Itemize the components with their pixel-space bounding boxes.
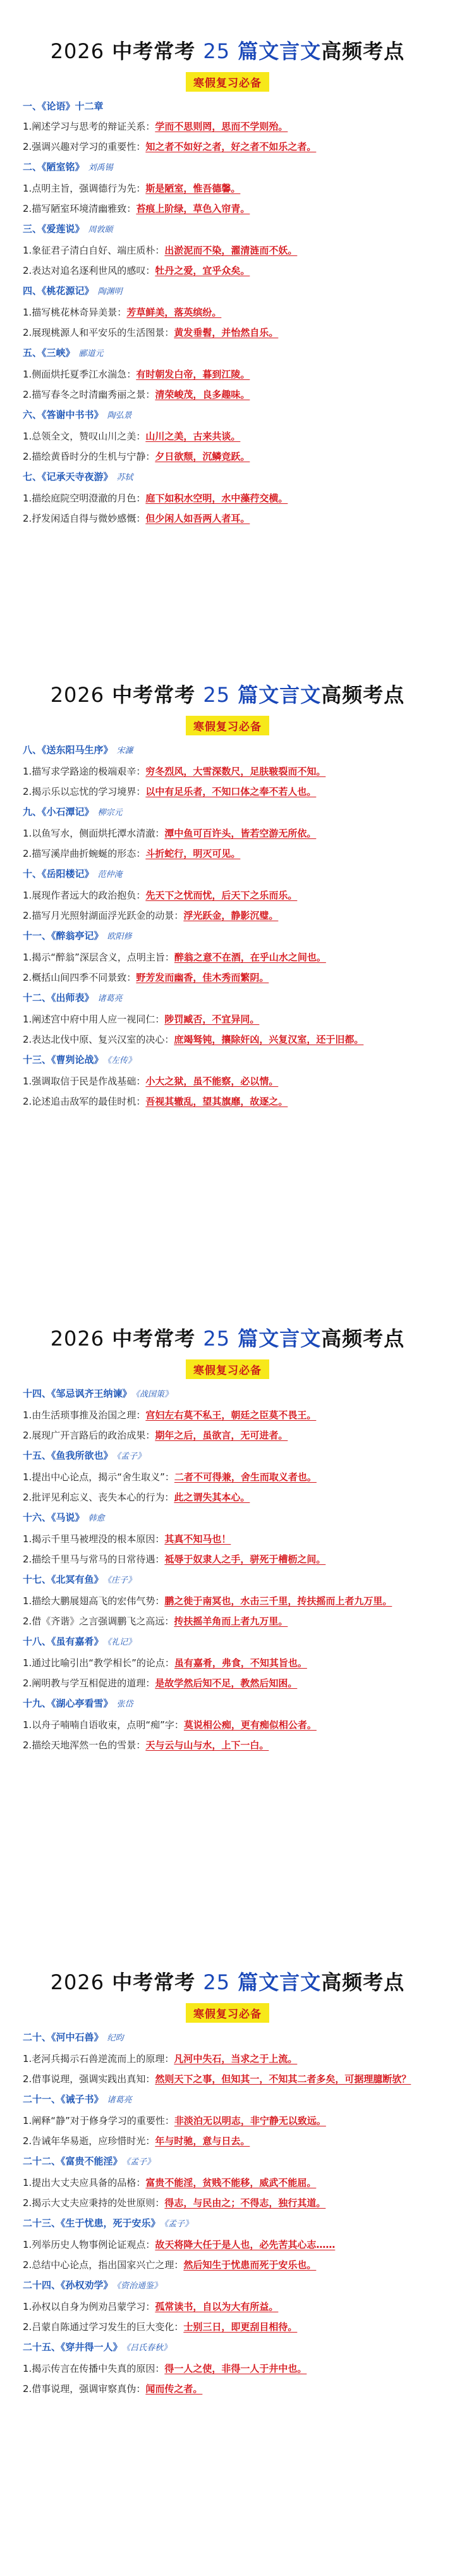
question-text: 2.展现广开言路后的政治成果： — [23, 1430, 155, 1441]
section-title: 二十四、《孙权劝学》 — [23, 2279, 113, 2291]
question-text: 1.描绘庭院空明澄澈的月色： — [23, 493, 146, 504]
answer-text: 非淡泊无以明志，非宁静无以致远。 — [174, 2115, 326, 2126]
title-year: 2026 — [50, 1970, 105, 1994]
section-heading — [23, 467, 432, 488]
answer-text: 潭中鱼可百许头，皆若空游无所依。 — [164, 828, 317, 839]
section-title: 二十、《河中石兽》 — [23, 2032, 104, 2043]
answer-text: 斗折蛇行，明灭可见。 — [145, 848, 241, 859]
answer-text: 以中有足乐者，不知口体之奉不若人也。 — [145, 786, 317, 797]
section-heading — [23, 405, 432, 426]
question-text: 2.描写陋室环境清幽雅致： — [23, 203, 136, 214]
section-heading — [23, 988, 432, 1009]
section-title: 八、《送东阳马生序》 — [23, 744, 113, 756]
answer-text: 野芳发而幽香，佳木秀而繁阴。 — [136, 972, 269, 983]
title-part-c: 高频考点 — [321, 1970, 405, 1994]
section-title: 十三、《曹刿论战》 — [23, 1054, 104, 1065]
answer-text: 鹏之徙于南冥也，水击三千里，抟扶摇而上者九万里。 — [164, 1595, 392, 1607]
section-author: 《战国策》 — [135, 1390, 173, 1399]
section-heading — [23, 1693, 432, 1715]
page-title — [23, 1324, 432, 1353]
answer-text: 穷冬烈风，大雪深数尺，足肤皲裂而不知。 — [145, 766, 326, 777]
section-heading — [23, 2027, 432, 2049]
section-author: 陶渊明 — [97, 287, 123, 297]
question-text: 2.描写月光照射湖面浮光跃金的动景： — [23, 910, 184, 921]
section-heading — [23, 1383, 432, 1405]
question-text: 1.强调取信于民是作战基础： — [23, 1076, 146, 1087]
question-text: 1.列举历史人物事例论证观点： — [23, 2239, 155, 2250]
question-line — [23, 240, 432, 261]
section-author: 《礼记》 — [107, 1638, 136, 1647]
question-text: 2.表达对追名逐利世风的感叹： — [23, 265, 155, 276]
section-heading — [23, 157, 432, 178]
answer-text: 然后知生于忧患而死于安乐也。 — [183, 2259, 317, 2271]
question-text: 1.阐释“静”对于修身学习的重要性： — [23, 2115, 174, 2126]
question-line — [23, 261, 432, 281]
item-list — [23, 1383, 432, 1755]
section-heading — [23, 343, 432, 364]
answer-text: 其真不知马也！ — [164, 1533, 231, 1545]
section-heading — [23, 281, 432, 302]
answer-text: 芳草鲜美，落英缤纷。 — [126, 307, 222, 318]
section-author: 柳宗元 — [97, 808, 123, 818]
question-line — [23, 2111, 432, 2131]
answer-text: 牡丹之爱，宜乎众矣。 — [155, 265, 250, 276]
question-text: 2.描写溪岸曲折蜿蜒的形态： — [23, 848, 146, 859]
answer-text: 期年之后，虽欲言，无可进者。 — [155, 1430, 288, 1441]
section-author: 《孟子》 — [126, 2157, 155, 2167]
question-text: 2.批评见利忘义、丧失本心的行为： — [23, 1492, 174, 1503]
question-text: 1.总领全文，赞叹山川之美： — [23, 431, 146, 442]
answer-text: 但少闲人如吾两人者耳。 — [145, 513, 250, 524]
review-banner: 寒假复习必备 — [186, 72, 269, 92]
answer-text: 凡河中失石，当求之于上流。 — [174, 2053, 298, 2064]
question-line — [23, 2049, 432, 2069]
section-author: 刘禹锡 — [88, 163, 113, 173]
title-part-c: 高频考点 — [321, 39, 405, 63]
section-author: 张岱 — [116, 1700, 133, 1709]
answer-text: 苔痕上阶绿，草色入帘青。 — [136, 203, 250, 214]
section-heading — [23, 1631, 432, 1653]
question-line — [23, 1009, 432, 1029]
question-text: 2.描绘千里马与常马的日常待遇： — [23, 1554, 165, 1565]
answer-text: 庭下如积水空明，水中藻荇交横。 — [145, 493, 288, 504]
answer-text: 先天下之忧而忧，后天下之乐而乐。 — [145, 890, 298, 901]
question-text: 1.孙权以自身为例劝吕蒙学习： — [23, 2301, 155, 2312]
question-text: 1.老河兵揭示石兽逆流而上的原理： — [23, 2053, 174, 2064]
question-line — [23, 1405, 432, 1425]
section-title: 四、《桃花源记》 — [23, 285, 94, 297]
section-heading — [23, 1050, 432, 1071]
page-2 — [0, 644, 455, 1287]
question-line — [23, 2235, 432, 2255]
question-text: 1.展现作者远大的政治抱负： — [23, 890, 146, 901]
answer-text: 此之谓失其本心。 — [174, 1492, 250, 1503]
banner-wrap — [23, 72, 432, 91]
section-title: 十六、《马说》 — [23, 1512, 85, 1523]
section-heading — [23, 2337, 432, 2358]
question-text: 2.强调兴趣对学习的重要性： — [23, 141, 146, 152]
section-author: 陶弘景 — [107, 411, 132, 420]
answer-text: 祗辱于奴隶人之手，骈死于槽枥之间。 — [164, 1554, 326, 1565]
page-title — [23, 37, 432, 66]
section-title: 六、《答谢中书书》 — [23, 409, 104, 420]
banner-wrap — [23, 1359, 432, 1378]
section-title: 十二、《出师表》 — [23, 992, 94, 1003]
title-part-b: 篇文言文 — [238, 39, 322, 63]
section-author: 韩愈 — [88, 1514, 105, 1523]
section-title: 二十一、《诫子书》 — [23, 2094, 104, 2105]
section-author: 诸葛亮 — [107, 2095, 132, 2105]
question-line — [23, 1653, 432, 1673]
page-4 — [0, 1931, 455, 2575]
title-number: 25 — [203, 1327, 231, 1351]
section-author: 诸葛亮 — [97, 994, 123, 1003]
answer-text: 陟罚臧否，不宜异同。 — [164, 1014, 260, 1025]
answer-text: 天与云与山与水，上下一白。 — [145, 1739, 269, 1751]
title-number: 25 — [203, 683, 231, 707]
title-number: 25 — [203, 39, 231, 63]
section-title: 二十五、《穿井得一人》 — [23, 2341, 123, 2353]
question-text: 2.概括山间四季不同景致： — [23, 972, 136, 983]
question-line — [23, 364, 432, 384]
answer-text: 知之者不如好之者，好之者不如乐之者。 — [145, 141, 317, 152]
answer-text: 抟扶摇羊角而上者九万里。 — [174, 1616, 288, 1627]
title-part-a: 中考常考 — [112, 683, 196, 707]
section-title: 十九、《湖心亭看雪》 — [23, 1698, 113, 1709]
section-heading — [23, 864, 432, 885]
question-text: 1.提出大丈夫应具备的品格： — [23, 2177, 146, 2188]
question-line — [23, 2255, 432, 2275]
question-text: 2.展现桃源人和平安乐的生活图景： — [23, 327, 174, 338]
question-line — [23, 322, 432, 343]
answer-text: 黄发垂髫，并怡然自乐。 — [174, 327, 279, 338]
answer-text: 庶竭驽钝，攘除奸凶，兴复汉室，还于旧都。 — [174, 1034, 364, 1045]
answer-text: 斯是陋室，惟吾德馨。 — [145, 183, 241, 194]
section-author: 欧阳修 — [107, 932, 132, 941]
question-text: 1.揭示传言在传播中失真的原因： — [23, 2363, 165, 2374]
item-list — [23, 96, 432, 529]
title-number: 25 — [203, 1970, 231, 1994]
title-year: 2026 — [50, 1327, 105, 1351]
section-author: 《左传》 — [107, 1056, 136, 1065]
section-title: 三、《爱莲说》 — [23, 223, 85, 235]
question-line — [23, 199, 432, 219]
question-text: 2.借事说理，强调审察真伪： — [23, 2383, 146, 2395]
question-line — [23, 446, 432, 467]
answer-text: 清荣峻茂，良多趣味。 — [155, 389, 250, 400]
answer-text: 浮光跃金，静影沉璧。 — [183, 910, 279, 921]
banner-wrap — [23, 716, 432, 735]
question-line — [23, 782, 432, 802]
question-text: 2.借《齐谐》之言强调鹏飞之高远： — [23, 1616, 174, 1627]
section-author: 周敦颐 — [88, 225, 113, 235]
section-title: 七、《记承天寺夜游》 — [23, 471, 113, 482]
answer-text: 孤常读书，自以为大有所益。 — [155, 2301, 279, 2312]
review-banner: 寒假复习必备 — [186, 1359, 269, 1379]
answer-text: 小大之狱，虽不能察，必以情。 — [145, 1076, 279, 1087]
page-3 — [0, 1287, 455, 1931]
answer-text: 吾视其辙乱，望其旗靡，故逐之。 — [145, 1096, 288, 1107]
question-line — [23, 302, 432, 322]
question-line — [23, 1071, 432, 1091]
answer-text: 富贵不能淫，贫贱不能移，威武不能屈。 — [145, 2177, 317, 2188]
question-line — [23, 137, 432, 157]
question-line — [23, 1591, 432, 1611]
question-line — [23, 178, 432, 199]
answer-text: 醉翁之意不在酒，在乎山水之间也。 — [174, 952, 326, 963]
question-text: 1.以鱼写水，侧面烘托潭水清澈： — [23, 828, 165, 839]
title-year: 2026 — [50, 683, 105, 707]
title-part-a: 中考常考 — [112, 1327, 196, 1351]
section-title: 十一、《醉翁亭记》 — [23, 930, 104, 941]
question-line — [23, 116, 432, 137]
section-title: 十七、《北冥有鱼》 — [23, 1574, 104, 1585]
question-line — [23, 1529, 432, 1549]
question-line — [23, 2379, 432, 2399]
section-title: 二、《陋室铭》 — [23, 161, 85, 173]
title-part-c: 高频考点 — [321, 683, 405, 707]
question-line — [23, 2193, 432, 2213]
section-heading — [23, 2089, 432, 2111]
question-line — [23, 905, 432, 926]
page-title — [23, 680, 432, 709]
question-text: 1.通过比喻引出“教学相长”的论点： — [23, 1657, 174, 1669]
question-text: 1.侧面烘托夏季江水湍急： — [23, 369, 136, 380]
section-author: 《吕氏春秋》 — [126, 2343, 172, 2353]
section-heading — [23, 1445, 432, 1467]
section-author: 《资治通鉴》 — [116, 2281, 162, 2291]
banner-wrap — [23, 2003, 432, 2022]
question-line — [23, 1091, 432, 1112]
question-line — [23, 947, 432, 967]
section-title: 五、《三峡》 — [23, 347, 75, 359]
item-list — [23, 2027, 432, 2399]
question-text: 1.描绘大鹏展翅高飞的宏伟气势： — [23, 1595, 165, 1607]
question-line — [23, 2131, 432, 2151]
question-line — [23, 426, 432, 446]
section-title: 九、《小石潭记》 — [23, 806, 94, 818]
section-title: 一、《论语》十二章 — [23, 101, 104, 112]
section-heading — [23, 802, 432, 823]
answer-text: 山川之美，古来共谈。 — [145, 431, 241, 442]
question-text: 1.象征君子清白自好、端庄质朴： — [23, 245, 165, 256]
section-heading — [23, 96, 432, 116]
question-line — [23, 1611, 432, 1631]
question-text: 1.提出中心论点，揭示“舍生取义”： — [23, 1471, 174, 1483]
answer-text: 宫妇左右莫不私王，朝廷之臣莫不畏王。 — [145, 1409, 317, 1421]
question-text: 2.吕蒙自陈通过学习发生的巨大变化： — [23, 2321, 184, 2333]
section-author: 苏轼 — [116, 473, 133, 482]
section-heading — [23, 219, 432, 240]
answer-text: 虽有嘉肴，弗食，不知其旨也。 — [174, 1657, 307, 1669]
answer-text: 得一人之使，非得一人于井中也。 — [164, 2363, 307, 2374]
question-line — [23, 1673, 432, 1693]
answer-text: 学而不思则罔，思而不学则殆。 — [155, 121, 288, 132]
question-line — [23, 2297, 432, 2317]
question-line — [23, 2317, 432, 2337]
answer-text: 然则天下之事，但知其一，不知其二者多矣，可据理臆断欤？ — [155, 2073, 411, 2085]
answer-text: 士别三日，即更刮目相待。 — [183, 2321, 298, 2333]
section-title: 二十三、《生于忧患，死于安乐》 — [23, 2217, 161, 2229]
question-text: 2.描绘天地浑然一色的雪景： — [23, 1739, 146, 1751]
section-author: 范仲淹 — [97, 870, 123, 880]
page-title — [23, 1968, 432, 1997]
question-text: 2.阐明教与学互相促进的道理： — [23, 1677, 155, 1689]
section-title: 十五、《鱼我所欲也》 — [23, 1450, 113, 1461]
question-line — [23, 1425, 432, 1445]
section-title: 十八、《虽有嘉肴》 — [23, 1636, 104, 1647]
section-author: 《孟子》 — [116, 1452, 146, 1461]
question-line — [23, 1467, 432, 1487]
question-text: 2.描绘黄昏时分的生机与宁静： — [23, 451, 155, 462]
question-line — [23, 843, 432, 864]
title-part-a: 中考常考 — [112, 1970, 196, 1994]
title-part-a: 中考常考 — [112, 39, 196, 63]
question-text: 2.揭示大丈夫应秉持的处世原则： — [23, 2197, 165, 2209]
title-part-b: 篇文言文 — [238, 1327, 322, 1351]
answer-text: 是故学然后知不足，教然后知困。 — [155, 1677, 298, 1689]
question-text: 2.抒发闲适自得与微妙感慨： — [23, 513, 146, 524]
section-author: 郦道元 — [78, 349, 104, 359]
question-text: 2.告诫年华易逝，应珍惜时光： — [23, 2135, 155, 2147]
title-part-c: 高频考点 — [321, 1327, 405, 1351]
question-text: 2.描写春冬之时清幽秀丽之景： — [23, 389, 155, 400]
question-line — [23, 823, 432, 843]
question-line — [23, 1735, 432, 1755]
answer-text: 得志，与民由之；不得志，独行其道。 — [164, 2197, 326, 2209]
section-heading — [23, 1569, 432, 1591]
answer-text: 闻而传之者。 — [145, 2383, 203, 2395]
question-text: 1.揭示千里马被埋没的根本原因： — [23, 1533, 165, 1545]
section-heading — [23, 2275, 432, 2297]
answer-text: 莫说相公痴，更有痴似相公者。 — [183, 1719, 317, 1731]
review-banner: 寒假复习必备 — [186, 2003, 269, 2023]
question-text: 2.表达北伐中原、复兴汉室的决心： — [23, 1034, 174, 1045]
section-author: 《孟子》 — [164, 2219, 193, 2229]
question-line — [23, 1715, 432, 1735]
question-line — [23, 1029, 432, 1050]
section-author: 宋濂 — [116, 746, 133, 756]
section-title: 十、《岳阳楼记》 — [23, 868, 94, 880]
answer-text: 出淤泥而不染，濯清涟而不妖。 — [164, 245, 298, 256]
question-text: 1.描写桃花林奇异美景： — [23, 307, 127, 318]
section-heading — [23, 2151, 432, 2173]
section-heading — [23, 926, 432, 947]
question-line — [23, 2173, 432, 2193]
title-year: 2026 — [50, 39, 105, 63]
title-part-b: 篇文言文 — [238, 1970, 322, 1994]
review-banner: 寒假复习必备 — [186, 716, 269, 735]
question-text: 1.由生活琐事推及治国之理： — [23, 1409, 146, 1421]
question-text: 2.总结中心论点，指出国家兴亡之理： — [23, 2259, 184, 2271]
question-line — [23, 967, 432, 988]
section-heading — [23, 740, 432, 761]
question-line — [23, 2358, 432, 2379]
section-author: 《庄子》 — [107, 1576, 136, 1585]
answer-text: 夕日欲颓，沉鳞竞跃。 — [155, 451, 250, 462]
question-text: 1.描写求学路途的极端艰辛： — [23, 766, 146, 777]
answer-text: 故天将降大任于是人也，必先苦其心志…… — [155, 2239, 336, 2250]
question-line — [23, 1487, 432, 1507]
question-line — [23, 384, 432, 405]
section-author: 纪昀 — [107, 2033, 124, 2043]
item-list — [23, 740, 432, 1112]
section-title: 十四、《邹忌讽齐王纳谏》 — [23, 1388, 132, 1399]
question-line — [23, 885, 432, 905]
question-line — [23, 488, 432, 508]
page-1 — [0, 0, 455, 644]
answer-text: 有时朝发白帝，暮到江陵。 — [136, 369, 250, 380]
section-heading — [23, 1507, 432, 1529]
question-line — [23, 508, 432, 529]
section-heading — [23, 2213, 432, 2235]
question-text: 2.论述追击敌军的最佳时机： — [23, 1096, 146, 1107]
question-text: 1.阐述学习与思考的辩证关系： — [23, 121, 155, 132]
section-title: 二十二、《富贵不能淫》 — [23, 2156, 123, 2167]
question-text: 2.揭示乐以忘忧的学习境界： — [23, 786, 146, 797]
answer-text: 二者不可得兼，舍生而取义者也。 — [174, 1471, 317, 1483]
question-line — [23, 2069, 432, 2089]
question-text: 1.揭示“醉翁”深层含义，点明主旨： — [23, 952, 174, 963]
question-text: 1.以舟子喃喃自语收束，点明“痴”字： — [23, 1719, 184, 1731]
question-text: 1.点明主旨，强调德行为先： — [23, 183, 146, 194]
answer-text: 年与时驰，意与日去。 — [155, 2135, 250, 2147]
question-text: 2.借事说理，强调实践出真知： — [23, 2073, 155, 2085]
question-line — [23, 761, 432, 782]
question-line — [23, 1549, 432, 1569]
question-text: 1.阐述宫中府中用人应一视同仁： — [23, 1014, 165, 1025]
title-part-b: 篇文言文 — [238, 683, 322, 707]
